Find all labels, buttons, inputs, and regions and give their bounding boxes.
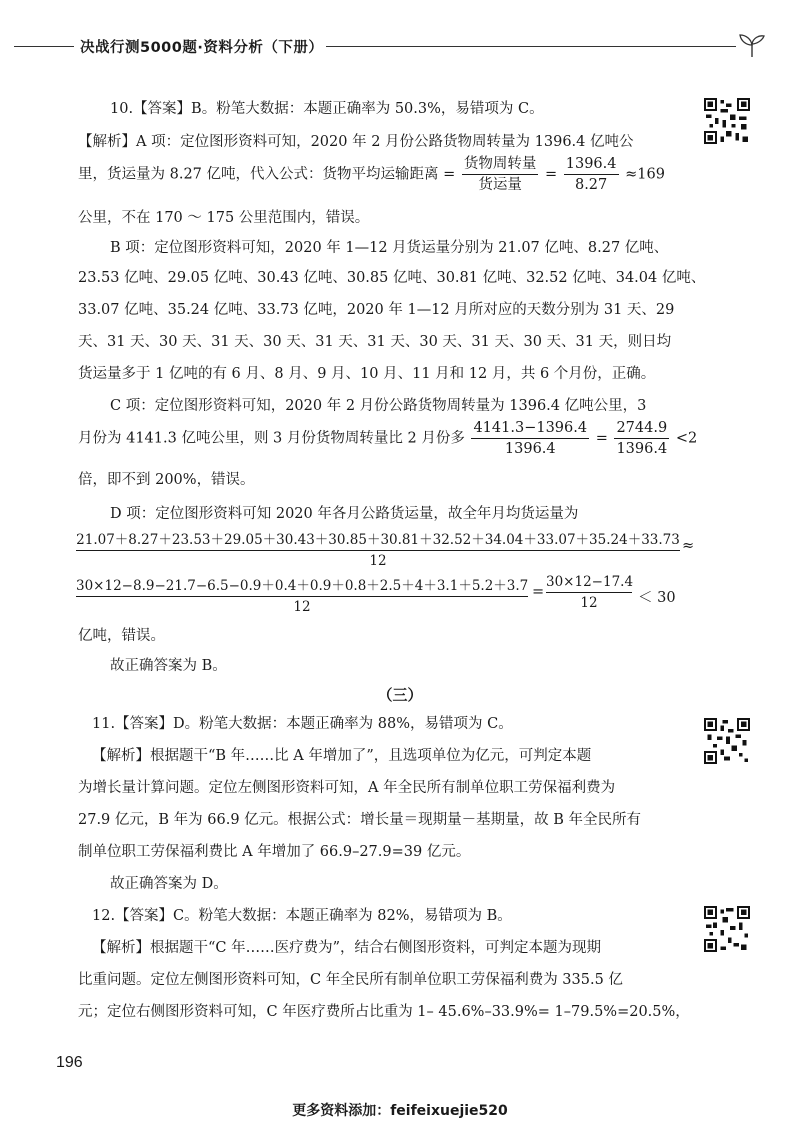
- q10-option-b-line1: B 项：定位图形资料可知，2020 年 1—12 月货运量分别为 21.07 亿吨、8.27 亿吨、: [110, 240, 669, 256]
- fraction-numerator: 货物周转量: [462, 154, 539, 175]
- qr-code-icon: [704, 906, 750, 952]
- running-header: [14, 36, 774, 56]
- q10-option-b-line2: 23.53 亿吨、29.05 亿吨、30.43 亿吨、30.85 亿吨、30.81 亿吨、32.52 亿吨、34.04 亿吨、: [78, 270, 706, 286]
- q10-option-a-line3: 公里，不在 170 ～ 175 公里范围内，错误。: [78, 210, 370, 226]
- q10-d-sum-fraction: [76, 528, 680, 569]
- q10-growth-fraction: [471, 418, 589, 459]
- q10-option-a-line2: [78, 154, 665, 195]
- q11-analysis-line2: 为增长量计算问题。定位左侧图形资料可知，A 年全民所有制单位职工劳保福利费为: [78, 780, 616, 796]
- q10-value-fraction: [564, 154, 619, 195]
- q10-option-a-line1: 【解析】A 项：定位图形资料可知，2020 年 2 月份公路货物周转量为 1396.4 亿吨公: [78, 134, 634, 150]
- fraction-denominator: 1396.4: [504, 441, 556, 457]
- fraction-denominator: 12: [293, 599, 311, 615]
- header-rule-left: [14, 46, 74, 47]
- fraction-numerator: 4141.3−1396.4: [471, 418, 589, 439]
- q12-answer-head: 12.【答案】C。粉笔大数据：本题正确率为 82%，易错项为 B。: [92, 908, 512, 924]
- qr-code-icon: [704, 98, 750, 144]
- fraction-denominator: 8.27: [574, 177, 608, 193]
- fraction-denominator: 货运量: [478, 177, 522, 193]
- q10-conclusion: 故正确答案为 B。: [110, 658, 227, 674]
- q12-analysis-line2: 比重问题。定位左侧图形资料可知，C 年全民所有制单位职工劳保福利费为 335.5 亿: [78, 972, 623, 988]
- q10-option-c-line2: [78, 418, 697, 459]
- q10-growth-value-fraction: [614, 418, 669, 459]
- section-title: （三）: [377, 686, 423, 704]
- q10-option-c-line3: 倍，即不到 200%，错误。: [78, 472, 255, 488]
- q10-d-estimate-fraction: [76, 574, 528, 615]
- sprout-icon: [738, 32, 766, 58]
- page-number: 196: [56, 1054, 83, 1071]
- fraction-numerator: 30×12−17.4: [546, 574, 632, 593]
- q10-formula-fraction: [462, 154, 539, 195]
- equals-sign: =: [532, 584, 545, 600]
- q10-option-d-end: 亿吨，错误。: [78, 628, 165, 644]
- q10-c-result: <2: [675, 430, 698, 447]
- equals-sign: =: [595, 430, 608, 447]
- equals-sign: =: [544, 166, 558, 183]
- q10-option-b-line5: 货运量多于 1 亿吨的有 6 月、8 月、9 月、10 月、11 月和 12 月，共 6 个月份，正确。: [78, 366, 656, 382]
- q12-analysis-line1: 【解析】根据题干“C 年……医疗费为”，结合右侧图形资料，可判定本题为现期: [92, 940, 602, 956]
- q10-answer-head: 10.【答案】B。粉笔大数据：本题正确率为 50.3%，易错项为 C。: [110, 101, 544, 117]
- q10-option-b-line3: 33.07 亿吨、35.24 亿吨、33.73 亿吨，2020 年 1—12 月所对应的天数分别为 31 天、29: [78, 302, 675, 318]
- header-rule-right: [326, 46, 736, 47]
- q12-analysis-line3: 元；定位右侧图形资料可知，C 年医疗费所占比重为 1– 45.6%–33.9%= 1–79.5%=20.5%，: [78, 1004, 690, 1020]
- q11-analysis-line3: 27.9 亿元，B 年为 66.9 亿元。根据公式：增长量＝现期量－基期量，故 B 年全民所有: [78, 812, 642, 828]
- q10-option-d-line1: D 项：定位图形资料可知 2020 年各月公路货运量，故全年月均货运量为: [110, 506, 579, 522]
- q11-answer-head: 11.【答案】D。粉笔大数据：本题正确率为 88%，易错项为 C。: [92, 716, 513, 732]
- approx-sign: ≈: [682, 538, 695, 554]
- fraction-numerator: 1396.4: [564, 154, 619, 175]
- q10-d-result-fraction: [546, 574, 632, 611]
- footer-note: 更多资料添加：feifeixuejie520: [292, 1103, 508, 1119]
- q11-analysis-line1: 【解析】根据题干“B 年……比 A 年增加了”，且选项单位为亿元，可判定本题: [92, 748, 592, 764]
- q11-analysis-line4: 制单位职工劳保福利费比 A 年增加了 66.9–27.9=39 亿元。: [78, 844, 471, 860]
- q10-d-compare: ＜ 30: [638, 590, 676, 606]
- fraction-denominator: 12: [369, 553, 387, 569]
- fraction-denominator: 12: [580, 595, 598, 611]
- q11-conclusion: 故正确答案为 D。: [110, 876, 228, 892]
- q10-option-b-line4: 天、31 天、30 天、31 天、30 天、31 天、31 天、30 天、31 天、30 天、31 天，则日均: [78, 334, 672, 350]
- book-title: 决战行测5000题·资料分析（下册）: [80, 40, 324, 56]
- qr-code-icon: [704, 718, 750, 764]
- q10-option-a-text: 里，货运量为 8.27 亿吨，代入公式：货物平均运输距离 =: [78, 166, 456, 183]
- q10-option-c-line1: C 项：定位图形资料可知，2020 年 2 月份公路货物周转量为 1396.4 亿吨公里，3: [110, 398, 647, 414]
- fraction-numerator: 21.07＋8.27＋23.53＋29.05＋30.43＋30.85＋30.81＋32.52＋34.04＋33.07＋35.24＋33.73: [76, 528, 680, 551]
- fraction-numerator: 2744.9: [614, 418, 669, 439]
- fraction-denominator: 1396.4: [616, 441, 668, 457]
- q10-option-c-text: 月份为 4141.3 亿吨公里，则 3 月份货物周转量比 2 月份多: [78, 430, 465, 447]
- fraction-numerator: 30×12−8.9−21.7−6.5−0.9＋0.4＋0.9＋0.8＋2.5＋4＋3.1＋5.2＋3.7: [76, 574, 528, 597]
- q10-result: ≈169: [625, 166, 665, 183]
